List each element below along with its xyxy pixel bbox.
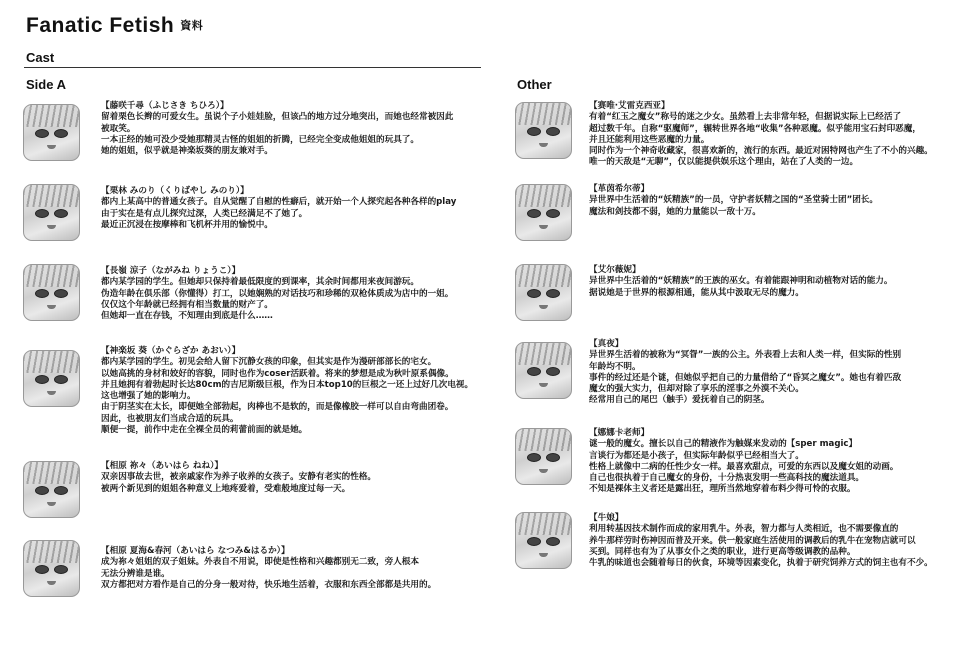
hair-shape	[24, 462, 79, 484]
character-name: 【藤咲千尋（ふじさき ちひろ）】	[101, 101, 229, 111]
description-line: 并且她拥有着勃起时长达80cm的吉尼斯级巨根，作为日本top10的巨根之一还上过好几次电视。	[101, 379, 474, 390]
eye-icon	[527, 209, 541, 218]
character-portrait	[515, 184, 572, 241]
mouth-shape	[539, 553, 548, 557]
description-line: 言谈行为都还是小孩子，但实际年龄似乎已经相当大了。	[589, 450, 804, 461]
description-line: 魔女的强大实力，但却对除了享乐的淫事之外漠不关心。	[589, 384, 804, 395]
description-line: 这也增强了她的影响力。	[101, 391, 196, 402]
eye-icon	[527, 127, 541, 136]
eye-icon	[54, 209, 68, 218]
hair-shape	[24, 105, 79, 127]
description-line: 魔法和剑技都不弱，她的力量能以一敌十万。	[589, 206, 761, 217]
description-line: 唯一的天敌是“无聊”，仅以能提供娱乐这个理由，站在了人类的一边。	[589, 157, 859, 168]
eye-icon	[546, 209, 560, 218]
character-description	[589, 101, 933, 169]
character-name: 【赛唯·艾雷克西亚】	[589, 101, 670, 111]
character-name: 【真夜】	[589, 339, 624, 349]
description-line: 双亲因事故去世，被亲戚家作为养子收养的女孩子。安静有老实的性格。	[101, 472, 377, 483]
description-line: 最近正沉浸在按摩棒和飞机杯并用的愉悦中。	[101, 219, 273, 230]
mouth-shape	[539, 143, 548, 147]
character-description	[589, 339, 901, 407]
eye-icon	[35, 486, 49, 495]
section-heading-cast: Cast	[26, 50, 55, 65]
eye-icon	[527, 453, 541, 462]
description-line: 一本正经的她可没少受她那精灵古怪的姐姐的折腾，已经完全变成他姐姐的玩具了。	[101, 134, 419, 145]
description-line: 经常用自己的尾巴（触手）爱抚着自己的阴茎。	[589, 395, 770, 406]
description-line: 由于阴茎实在太长，即便她全部勃起，肉棒也不是软的，而是像橡胶一样可以自由弯曲团卷。	[101, 402, 454, 413]
description-line: 异世界中生活着的“妖精族”的一员，守护者妖精之国的“圣堂骑士团”团长。	[589, 195, 878, 206]
description-line: 她的姐姐，似乎就是神楽坂葵的朋友兼对手。	[101, 146, 273, 157]
character-description	[101, 101, 453, 157]
description-line: 养牛那样劳时伤神因而普及开来。供一般家庭生活使用的调教后的乳牛在宠物店就可以	[589, 535, 916, 546]
description-line: 成为祢々姐姐的双子姐妹。外表自不用说，即使是性格和兴趣都别无二致，旁人根本	[101, 557, 419, 568]
character-description	[589, 513, 933, 569]
character-portrait	[515, 342, 572, 399]
character-description	[101, 346, 473, 436]
description-line: 事件的经过还是个谜，但她似乎把自己的力量借给了“昏冥之魔女”。她也有着匹敌	[589, 372, 902, 383]
eye-icon	[546, 453, 560, 462]
hair-shape	[24, 351, 79, 373]
description-line: 都内上某高中的普通女孩子。自从觉醒了自慰的性癖后，就开始一个人探究起各种各样的play	[101, 197, 457, 208]
eye-icon	[35, 129, 49, 138]
description-line: 以她高挑的身材和姣好的容貌，同时也作为coser活跃着。将来的梦想是成为秋叶原系偶像。	[101, 368, 454, 379]
description-line: 被两个新见到的姐姐各种意义上地疼爱着，受难般地度过每一天。	[101, 483, 351, 494]
description-line: 自己也很执着于自己魔女的身份，十分热衷发明一些高科技的魔法道具。	[589, 473, 865, 484]
character-name: 【神楽坂 葵（かぐらざか あおい）】	[101, 346, 241, 356]
mouth-shape	[47, 225, 56, 229]
hair-shape	[24, 265, 79, 287]
character-name: 【長嶺 涼子（ながみね りょうこ）】	[101, 266, 241, 276]
eye-icon	[54, 129, 68, 138]
eye-icon	[546, 127, 560, 136]
description-line: 双方都把对方看作是自己的分身一般对待，快乐地生活着，衣服和东西全部都是共用的。	[101, 579, 437, 590]
description-line: 牛乳的味道也会随着每日的伙食，环境等因素变化，执着于研究饲养方式的饲主也有不少。	[589, 558, 933, 569]
mouth-shape	[47, 502, 56, 506]
description-line: 谜一般的魔女。擅长以自己的精液作为触媒来发动的【sper magic】	[589, 439, 858, 450]
character-description	[101, 546, 436, 591]
character-name: 【艾尔薇妮】	[589, 265, 641, 275]
eye-icon	[35, 289, 49, 298]
mouth-shape	[539, 305, 548, 309]
mouth-shape	[47, 305, 56, 309]
hair-shape	[516, 185, 571, 207]
eye-icon	[527, 289, 541, 298]
eye-icon	[35, 375, 49, 384]
description-line: 年龄均不明。	[589, 361, 641, 372]
eye-icon	[546, 289, 560, 298]
description-line: 异世界生活着的被称为“冥眢”一族的公主。外表看上去和人类一样，但实际的性别	[589, 350, 902, 361]
description-line: 利用转基因技术制作而成的家用乳牛。外表，智力都与人类相近，也不需要像直的	[589, 524, 899, 535]
character-portrait	[23, 264, 80, 321]
hair-shape	[516, 103, 571, 125]
description-line: 因此，也被朋友们当成合适的玩具。	[101, 413, 239, 424]
description-line: 性格上就像中二病的任性少女一样。最喜欢甜点，可爱的东西以及魔女姐的动画。	[589, 461, 899, 472]
eye-icon	[527, 367, 541, 376]
character-description	[101, 186, 456, 231]
character-name: 【娜娜卡老师】	[589, 428, 650, 438]
title-text: Fanatic Fetish	[26, 14, 175, 37]
description-line: 并且还能利用这些恶魔的力量。	[589, 134, 710, 145]
side-a-heading: Side A	[26, 77, 66, 92]
mouth-shape	[539, 225, 548, 229]
character-portrait	[23, 104, 80, 161]
mouth-shape	[539, 383, 548, 387]
character-portrait	[23, 540, 80, 597]
character-description	[101, 461, 376, 495]
eye-icon	[546, 367, 560, 376]
character-description	[589, 265, 893, 299]
description-line: 伪造年龄在俱乐部（你懂得）打工，以她娴熟的对话技巧和珍稀的双枪体质成为店中的一姐。	[101, 288, 454, 299]
hair-shape	[516, 265, 571, 287]
description-line: 买到。同样也有为了从事女仆之类的职业，进行更高等级调教的品种。	[589, 546, 856, 557]
character-portrait	[23, 350, 80, 407]
character-name: 【相原 祢々（あいはら ねね）】	[101, 461, 223, 471]
title-subtitle: 資料	[180, 20, 204, 32]
description-line: 留着栗色长辫的可爱女生。虽说个子小娃娃脸，但该凸的地方过分地突出，而她也经常被因此	[101, 112, 454, 123]
other-heading: Other	[517, 77, 552, 92]
mouth-shape	[47, 581, 56, 585]
description-line: 有着“红玉之魔女”称号的迷之少女。虽然看上去非常年轻，但据说实际上已经活了	[589, 112, 902, 123]
character-name: 【革茵希尔蒂】	[589, 184, 650, 194]
character-portrait	[23, 461, 80, 518]
divider	[24, 67, 481, 68]
description-line: 由于实在是有点儿探究过深，人类已经满足不了她了。	[101, 208, 308, 219]
description-line: 超过数千年。自称“驱魔师”，辗转世界各地“收集”各种恶魔。似乎能用宝石封印恶魔，	[589, 123, 921, 134]
character-name: 【牛娘】	[589, 513, 624, 523]
eye-icon	[546, 537, 560, 546]
character-portrait	[515, 264, 572, 321]
hair-shape	[24, 185, 79, 207]
mouth-shape	[47, 391, 56, 395]
description-line: 无法分辨谁是谁。	[101, 568, 170, 579]
character-portrait	[515, 428, 572, 485]
description-line: 都内某学园的学生。但她却只保持着最低限度的到课率，其余时间都用来夜间游玩。	[101, 277, 419, 288]
eye-icon	[54, 565, 68, 574]
eye-icon	[54, 486, 68, 495]
mouth-shape	[47, 145, 56, 149]
character-portrait	[23, 184, 80, 241]
character-portrait	[515, 512, 572, 569]
hair-shape	[516, 513, 571, 535]
eye-icon	[54, 289, 68, 298]
description-line: 顺便一提，前作中走在全裸全员的莉蕾前面的就是她。	[101, 425, 308, 436]
character-name: 【相原 夏海&春河（あいはら なつみ&はるか）】	[101, 546, 290, 556]
character-description	[589, 428, 898, 496]
description-line: 同时作为一个神奇收藏家，很喜欢新的，流行的东西。最近对困特网也产生了不小的兴趣。	[589, 146, 933, 157]
description-line: 都内某学园的学生。初见会给人留下沉静女孩的印象，但其实是作为漫研部部长的宅女。	[101, 357, 437, 368]
description-line: 异世界中生活着的“妖精族”的王族的巫女。有着能跟神明和动植物对话的能力。	[589, 276, 893, 287]
hair-shape	[516, 343, 571, 365]
description-line: 据说她是于世界的根源相通，能从其中汲取无尽的魔力。	[589, 287, 804, 298]
eye-icon	[35, 565, 49, 574]
page-title	[26, 14, 203, 38]
character-name: 【栗林 みのり（くりばやし みのり）】	[101, 186, 249, 196]
description-line: 不知是裸体主义者还是露出狂，理所当然地穿着布料少得可怜的衣服。	[589, 484, 856, 495]
character-description	[589, 184, 878, 218]
description-line: 被取笑。	[101, 123, 136, 134]
character-description	[101, 266, 453, 322]
hair-shape	[516, 429, 571, 451]
hair-shape	[24, 541, 79, 563]
mouth-shape	[539, 469, 548, 473]
eye-icon	[54, 375, 68, 384]
eye-icon	[35, 209, 49, 218]
description-line: 但她却一直在存钱，不知理由到底是什么……	[101, 311, 273, 322]
description-line: 仅仅这个年龄就已经拥有相当数量的财产了。	[101, 299, 273, 310]
character-portrait	[515, 102, 572, 159]
eye-icon	[527, 537, 541, 546]
